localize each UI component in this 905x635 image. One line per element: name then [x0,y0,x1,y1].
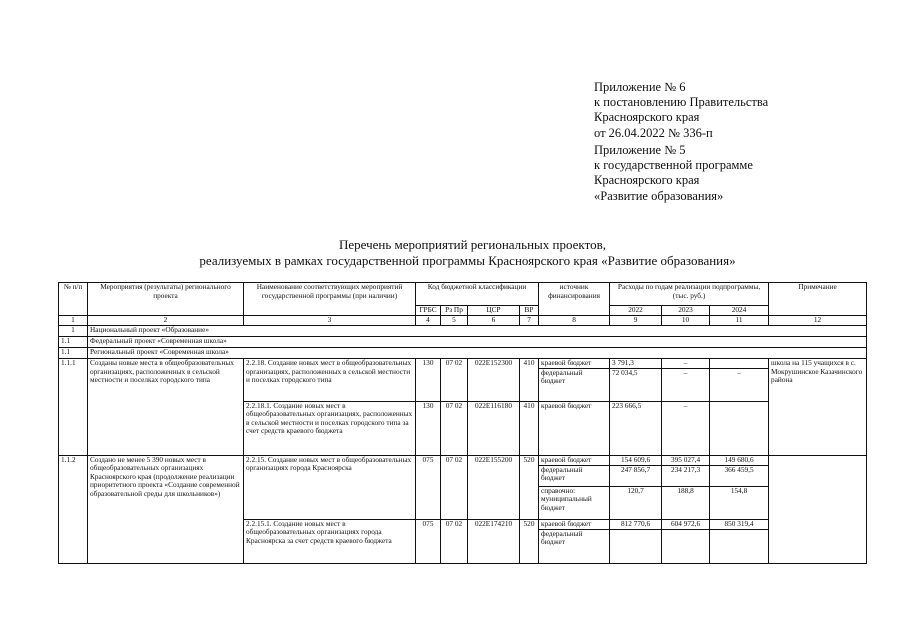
header-expenses: Расходы по годам реализации подпрограммы, (тыс. руб.) [610,283,769,306]
cell-csr: 022E155200 [468,455,520,519]
row-note [769,455,867,563]
row-program-measure: 2.2.15. Создание новых мест в общеобразовательных организациях города Красноярска [244,455,416,519]
section-num: 1.1 [59,348,88,359]
appendix-5-block [594,143,753,204]
cell-rzpr: 07 02 [441,401,468,455]
cell-2024: 149 680,6 [710,455,769,465]
row-measure: Создано не менее 5 390 новых мест в общеобразовательных организациях Красноярского края (продолжение реализации приоритетного проекта «Создание современной образовательной среды для школьников») [88,455,244,563]
cell-2023: 234 217,3 [662,465,710,486]
cell-grbs: 130 [416,401,441,455]
cell-2024 [710,401,769,455]
header-source: источник финансирования [539,283,610,316]
appendix-5-line-4: «Развитие образования» [594,188,724,203]
cell-2022: 120,7 [610,486,662,519]
header-measures: Мероприятия (результаты) регионального проекта [88,283,244,316]
header-note: Примечание [769,283,867,316]
row-program-measure: 2.2.18. Создание новых мест в общеобразовательных организациях, расположенных в сельской местности и поселках городского типа [244,359,416,402]
header-program-measures: Наименование соответствующих мероприятий государственной программы (при наличии) [244,283,416,316]
cell-vr: 520 [520,455,539,519]
cell-2023 [662,529,710,563]
cell-grbs: 075 [416,455,441,519]
header-2022: 2022 [610,306,662,316]
table-row [59,455,867,465]
header-vr: ВР [520,306,539,316]
cell-grbs: 130 [416,359,441,402]
cell-2022: 3 791,3 [610,359,662,369]
cell-source: справочно: муниципальный бюджет [539,486,610,519]
column-numbers-row [59,316,867,326]
col-number: 1 [59,316,88,326]
header-rzpr: Рз Пр [441,306,468,316]
row-num: 1.1.1 [59,359,88,456]
cell-rzpr: 07 02 [441,519,468,563]
header-row-1 [59,283,867,306]
cell-source: краевой бюджет [539,455,610,465]
col-number: 8 [539,316,610,326]
document-title-line-1: Перечень мероприятий региональных проектов, [339,237,606,252]
regional-projects-table [58,282,867,564]
cell-vr: 410 [520,401,539,455]
col-number: 9 [610,316,662,326]
col-number: 6 [468,316,520,326]
appendix-6-block [594,80,768,141]
cell-2023: 604 972,6 [662,519,710,529]
row-program-measure: 2.2.15.1. Создание новых мест в общеобразовательных организациях города Красноярска за счет средств краевого бюджета [244,519,416,563]
cell-source: краевой бюджет [539,359,610,369]
col-number: 3 [244,316,416,326]
cell-rzpr: 07 02 [441,359,468,402]
cell-2022: 154 609,6 [610,455,662,465]
header-2024: 2024 [710,306,769,316]
cell-2022: 223 666,5 [610,401,662,455]
cell-2023: 188,8 [662,486,710,519]
appendix-6-line-2: к постановлению Правительства [594,95,769,110]
cell-2022: 812 770,6 [610,519,662,529]
cell-2024 [710,529,769,563]
col-number: 7 [520,316,539,326]
appendix-5-line-2: к государственной программе [594,158,753,173]
cell-grbs: 075 [416,519,441,563]
cell-2022: 72 034,5 [610,368,662,401]
header-grbs: ГРБС [416,306,441,316]
header-budget-code: Код бюджетной классификации [416,283,539,306]
cell-2024 [710,359,769,369]
appendix-6-line-1: Приложение № 6 [594,80,686,94]
cell-source: федеральный бюджет [539,529,610,563]
cell-source: федеральный бюджет [539,465,610,486]
appendix-6-line-4: от 26.04.2022 № 336-п [594,125,713,140]
section-num: 1.1 [59,337,88,348]
section-title: Федеральный проект «Современная школа» [88,337,867,348]
col-number: 5 [441,316,468,326]
cell-2022: 247 856,7 [610,465,662,486]
header-2023: 2023 [662,306,710,316]
row-note: школа на 115 учащихся в с. Мокрушинское Казачинского района [769,359,867,456]
document-title-line-2: реализуемых в рамках государственной программы Красноярского края «Развитие образования» [199,253,736,268]
section-row [59,326,867,337]
cell-csr: 022E174210 [468,519,520,563]
cell-source: краевой бюджет [539,401,610,455]
cell-source: федеральный бюджет [539,368,610,401]
cell-2024: 154,8 [710,486,769,519]
cell-vr: 520 [520,519,539,563]
table-row [59,359,867,369]
cell-2022 [610,529,662,563]
appendix-5-line-3: Красноярского края [594,173,700,188]
cell-rzpr: 07 02 [441,455,468,519]
header-num: № п/п [59,283,88,316]
col-number: 11 [710,316,769,326]
section-title: Региональный проект «Современная школа» [88,348,867,359]
cell-source: краевой бюджет [539,519,610,529]
section-title: Национальный проект «Образование» [88,326,867,337]
cell-vr: 410 [520,359,539,402]
col-number: 10 [662,316,710,326]
cell-2023: – [662,359,710,369]
row-num: 1.1.2 [59,455,88,563]
cell-csr: 022E116180 [468,401,520,455]
appendix-5-line-1: Приложение № 5 [594,143,686,157]
col-number: 4 [416,316,441,326]
cell-2023: – [662,401,710,455]
cell-2024: 366 459,5 [710,465,769,486]
cell-2023: – [662,368,710,401]
row-measure: Созданы новые места в общеобразовательных организациях, расположенных в сельской местности и поселках городского типа [88,359,244,456]
col-number: 2 [88,316,244,326]
section-row [59,348,867,359]
cell-2024: – [710,368,769,401]
header-csr: ЦСР [468,306,520,316]
cell-2023: 395 027,4 [662,455,710,465]
col-number: 12 [769,316,867,326]
section-num: 1 [59,326,88,337]
row-program-measure: 2.2.18.1. Создание новых мест в общеобразовательных организациях, расположенных в сельской местности и поселках городского типа за счет средств краевого бюджета [244,401,416,455]
section-row [59,337,867,348]
cell-2024: 850 319,4 [710,519,769,529]
appendix-6-line-3: Красноярского края [594,110,700,125]
cell-csr: 022E152300 [468,359,520,402]
